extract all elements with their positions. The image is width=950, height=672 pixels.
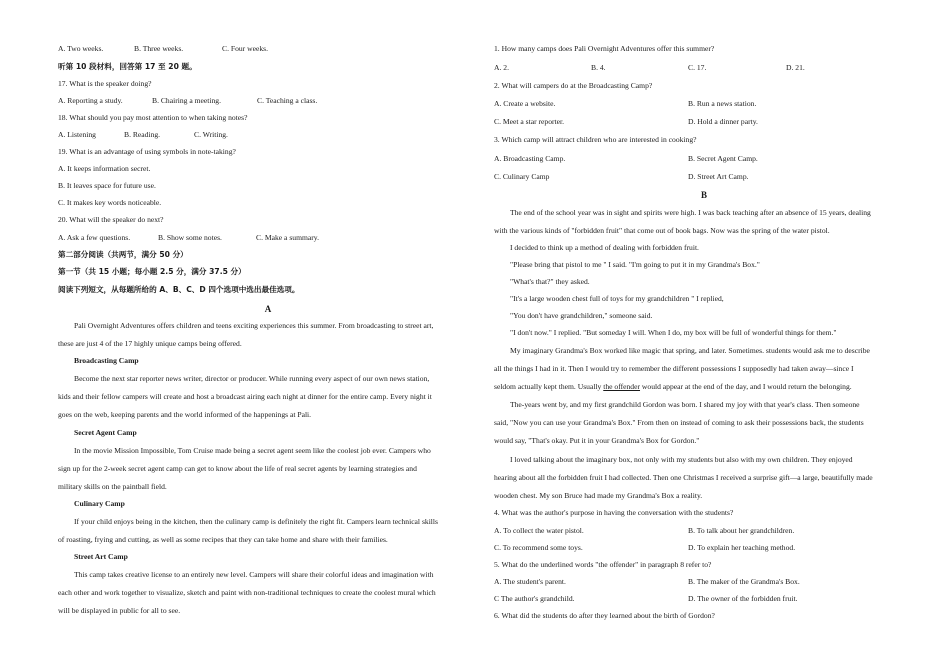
q20-option-a: A. Ask a few questions. [58, 233, 131, 242]
passage-b-p8-line3 [494, 382, 852, 392]
q5-option-c: C The author's grandchild. [494, 594, 575, 603]
camp2-text-line1: In the movie Mission Impossible, Tom Cruise made being a secret agent seem like the coolest job ever. Campers who [74, 446, 431, 455]
q5-option-b: B. The maker of the Grandma's Box. [688, 577, 800, 586]
q18-stem: 18. What should you pay most attention to when taking notes? [58, 113, 248, 122]
q4-option-b: B. To talk about her grandchildren. [688, 526, 795, 535]
passage-b-p3: "Please bring that pistol to me " I said. "I'm going to put it in my Grandma's Box." [510, 260, 760, 269]
q16-option-b: B. Three weeks. [134, 44, 184, 53]
q1-option-b: B. 4. [591, 63, 606, 72]
q1-stem: 1. How many camps does Pali Overnight Adventures offer this summer? [494, 44, 715, 53]
reading-instruction: 阅读下列短文，从每题所给的 A、B、C、D 四个选项中选出最佳选项。 [58, 285, 300, 294]
passage-b-p10-line1: I loved talking about the imaginary box, not only with my students but also with my own children. They enjoyed [510, 455, 853, 464]
q18-option-b: B. Reading. [124, 130, 161, 139]
camp2-title: Secret Agent Camp [74, 428, 137, 437]
part2-heading: 第二部分阅读（共两节，满分 50 分） [58, 250, 188, 259]
camp3-text-line1: If your child enjoys being in the kitchen, then the culinary camp is definitely the right fit. Campers learn technical skills [74, 517, 438, 526]
q4-option-c: C. To recommend some toys. [494, 543, 583, 552]
passage-b-p6: "You don't have grandchildren," someone said. [510, 311, 653, 320]
q20-stem: 20. What will the speaker do next? [58, 215, 164, 224]
q18-option-a: A. Listening [58, 130, 96, 139]
passage-a-intro-line2: these are just 4 of the 17 highly unique camps being offered. [58, 339, 242, 348]
q4-option-d: D. To explain her teaching method. [688, 543, 796, 552]
camp4-text-line3: will be displayed in public for all to see. [58, 606, 181, 615]
q19-option-b: B. It leaves space for future use. [58, 181, 156, 190]
q19-stem: 19. What is an advantage of using symbols in note-taking? [58, 147, 236, 156]
q19-option-a: A. It keeps information secret. [58, 164, 151, 173]
q17-stem: 17. What is the speaker doing? [58, 79, 152, 88]
camp1-title: Broadcasting Camp [74, 356, 139, 365]
passage-a-label: A [264, 304, 272, 314]
q2-option-a: A. Create a website. [494, 99, 556, 108]
p8-line3-pre: seldom actually kept them. Usually [494, 382, 604, 391]
q17-option-c: C. Teaching a class. [257, 96, 318, 105]
q18-option-c: C. Writing. [194, 130, 228, 139]
camp4-text-line1: This camp takes creative license to an entirely new level. Campers will share their colorful ideas and imagination with [74, 570, 434, 579]
passage-b-p8-line2: all the things I had in it. Then I would try to remember the different possessions I supposedly had taken away—since I [494, 364, 854, 373]
section10-heading: 听第 10 段材料，回答第 17 至 20 题。 [58, 62, 197, 71]
q1-option-d: D. 21. [786, 63, 805, 72]
q16-option-a: A. Two weeks. [58, 44, 104, 53]
q3-option-d: D. Street Art Camp. [688, 172, 749, 181]
q20-option-b: B. Show some notes. [158, 233, 222, 242]
q19-option-c: C. It makes key words noticeable. [58, 198, 162, 207]
q1-option-c: C. 17. [688, 63, 707, 72]
camp4-text-line2: each other and work together to visualize, sketch and paint with non-traditional techniques to create the coolest mural which [58, 588, 436, 597]
q3-option-c: C. Culinary Camp [494, 172, 550, 181]
q3-option-a: A. Broadcasting Camp. [494, 154, 566, 163]
p8-line3-post: would appear at the end of the day, and I would return the belonging. [640, 382, 852, 391]
camp2-text-line3: military skills on the paintball field. [58, 482, 167, 491]
q2-option-d: D. Hold a dinner party. [688, 117, 758, 126]
q16-option-c: C. Four weeks. [222, 44, 268, 53]
passage-b-label: B [700, 190, 707, 200]
camp3-title: Culinary Camp [74, 499, 125, 508]
passage-b-p4: "What's that?" they asked. [510, 277, 590, 286]
passage-b-p8-line1: My imaginary Grandma's Box worked like magic that spring, and later. Sometimes. students would ask me to describe [510, 346, 870, 355]
section1-heading: 第一节（共 15 小题；每小题 2.5 分，满分 37.5 分） [58, 267, 246, 276]
passage-b-p9-line3: would say, "That's okay. Put it in your Grandma's Box for Gordon." [494, 436, 700, 445]
q3-option-b: B. Secret Agent Camp. [688, 154, 758, 163]
camp1-text-line3: goes on the web, keeping parents and the world informed of the happenings at Pali. [58, 410, 312, 419]
q2-option-b: B. Run a news station. [688, 99, 757, 108]
q6-stem: 6. What did the students do after they learned about the birth of Gordon? [494, 611, 715, 620]
q5-option-d: D. The owner of the forbidden fruit. [688, 594, 798, 603]
q5-stem: 5. What do the underlined words "the offender" in paragraph 8 refer to? [494, 560, 712, 569]
passage-b-p9-line2: said, "Now you can use your Grandma's Box." From then on instead of coming to ask their possessions back, the students [494, 418, 864, 427]
passage-a-intro-line1: Pali Overnight Adventures offers children and teens exciting experiences this summer. From broadcasting to street art, [74, 321, 434, 330]
q5-option-a: A. The student's parent. [494, 577, 566, 586]
passage-b-p7: "I don't now." I replied. "But someday I will. When I do, my box will be full of wonderful things for them." [510, 328, 837, 337]
passage-b-p10-line3: wooden chest. My son Bruce had made my Grandma's Box a reality. [494, 491, 703, 500]
q17-option-a: A. Reporting a study. [58, 96, 123, 105]
camp2-text-line2: sign up for the 2-week secret agent camp can get to know about the life of real secret agents by learning strategies and [58, 464, 417, 473]
q1-option-a: A. 2. [494, 63, 509, 72]
passage-b-p1-line1: The end of the school year was in sight and spirits were high. I was back teaching after an absence of 15 years, dealing [510, 208, 871, 217]
q17-option-b: B. Chairing a meeting. [152, 96, 221, 105]
passage-b-p9-line1: The-years went by, and my first grandchild Gordon was born. I shared my joy with that year's class. Then someone [510, 400, 860, 409]
camp4-title: Street Art Camp [74, 552, 128, 561]
passage-b-p2: I decided to think up a method of dealing with forbidden fruit. [510, 243, 699, 252]
camp1-text-line2: kids and their fellow campers will create and host a broadcast airing each night at dinner for the entire camp. Every night it [58, 392, 432, 401]
q2-stem: 2. What will campers do at the Broadcasting Camp? [494, 81, 653, 90]
q3-stem: 3. Which camp will attract children who are interested in cooking? [494, 135, 697, 144]
camp1-text-line1: Become the next star reporter news writer, director or producer. While running every aspect of our own news station, [74, 374, 430, 383]
passage-b-p5: "It's a large wooden chest full of toys for my grandchildren " I replied, [510, 294, 724, 303]
q4-option-a: A. To collect the water pistol. [494, 526, 584, 535]
q4-stem: 4. What was the author's purpose in having the conversation with the students? [494, 508, 734, 517]
q2-option-c: C. Meet a star reporter. [494, 117, 565, 126]
passage-b-p1-line2: with the various kinds of "forbidden fruit" that come out of book bags. Now was the spring of the water pistol. [494, 226, 830, 235]
q20-option-c: C. Make a summary. [256, 233, 319, 242]
underlined-the-offender: the offender [603, 382, 641, 391]
camp3-text-line2: of roasting, frying and cutting, as well as some recipes that they can take home and share with their families. [58, 535, 388, 544]
passage-b-p10-line2: hearing about all the forbidden fruit I had collected. Then one Christmas I received a surprise gift—a large, beautifully made [494, 473, 873, 482]
